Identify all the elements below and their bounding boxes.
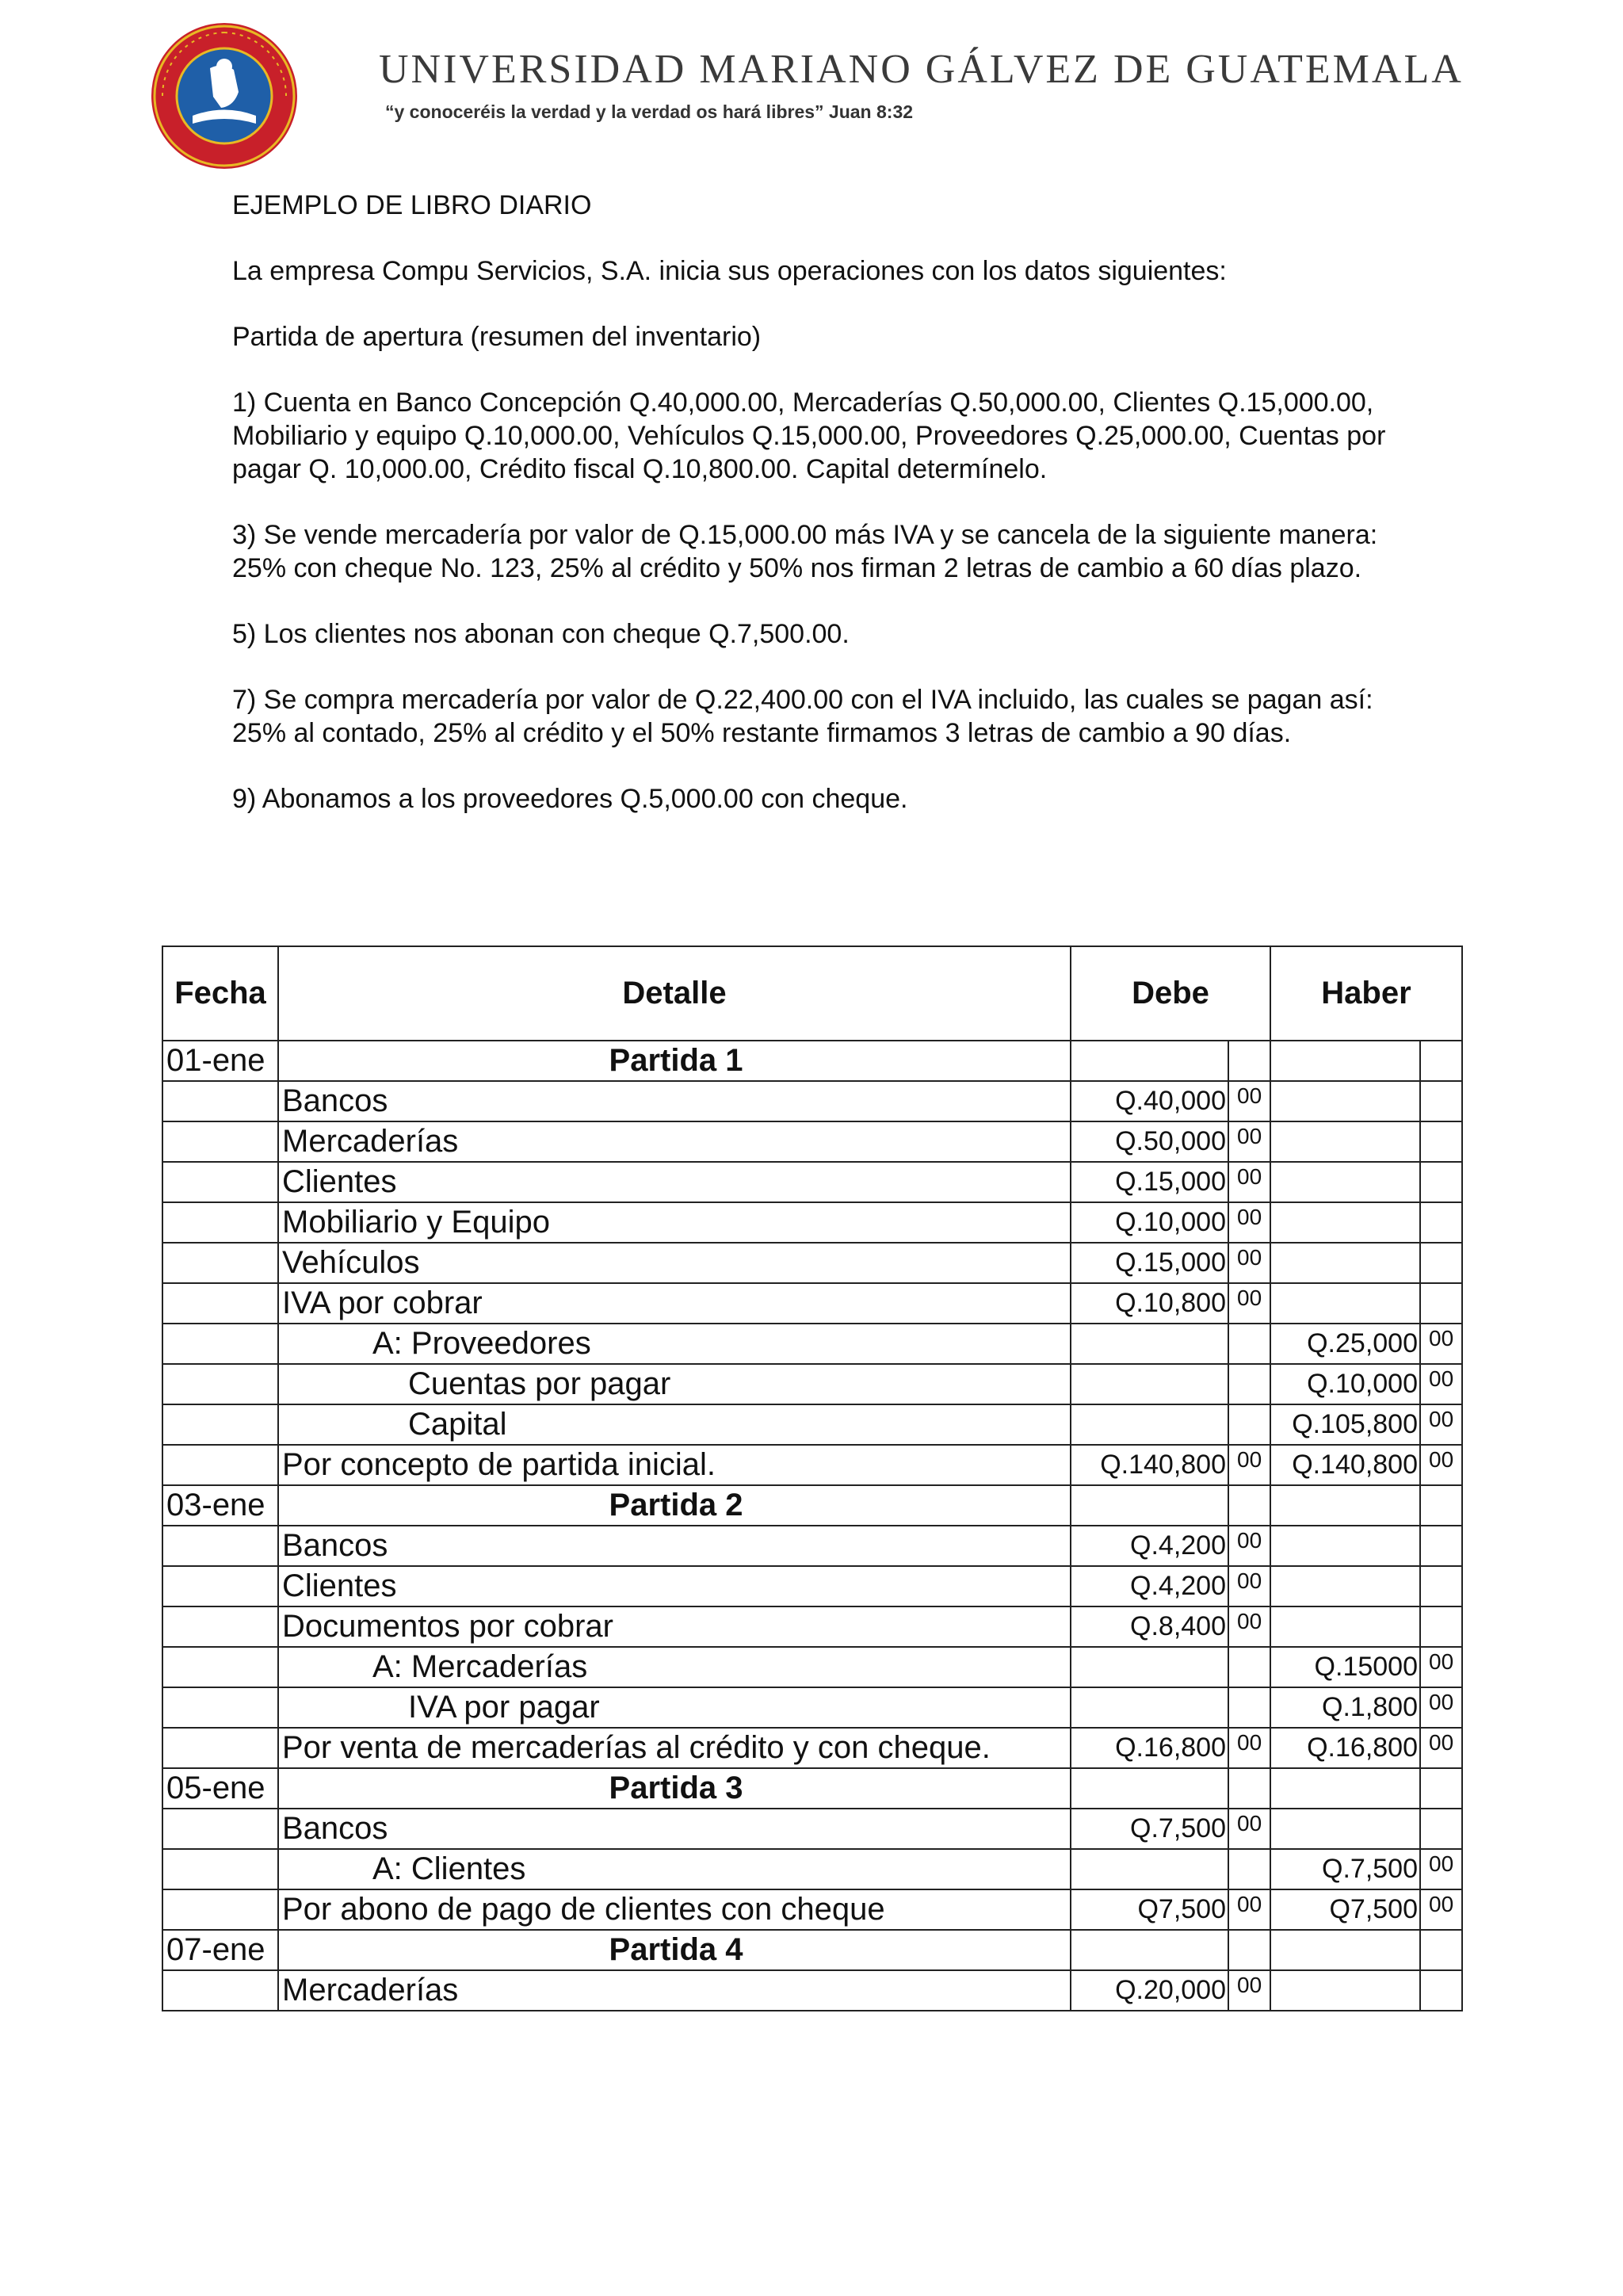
university-seal-logo: [145, 21, 304, 171]
row-debe-cents: 00: [1228, 1606, 1270, 1647]
row-debe-cents: 00: [1228, 1445, 1270, 1485]
row-debe-cents: [1228, 1324, 1270, 1364]
table-row: [162, 1647, 1462, 1687]
row-haber-cents: [1420, 1121, 1462, 1162]
ledger-table: [162, 946, 1463, 2011]
table-row: [162, 1687, 1462, 1728]
row-debe-cents: 00: [1228, 1162, 1270, 1202]
row-debe-cents: 00: [1228, 1243, 1270, 1283]
row-detalle: Cuentas por pagar: [278, 1364, 1071, 1404]
row-haber-amount: Q.140,800: [1270, 1445, 1420, 1485]
row-debe-cents: 00: [1228, 1121, 1270, 1162]
table-row: [162, 1970, 1462, 2011]
row-haber-cents: [1420, 1566, 1462, 1606]
table-row: [162, 1768, 1462, 1809]
row-haber-cents: 00: [1420, 1445, 1462, 1485]
row-debe-amount: [1071, 1041, 1228, 1081]
row-debe-amount: [1071, 1930, 1228, 1970]
document-subtitle: Partida de apertura (resumen del inventario): [232, 322, 762, 352]
table-row: [162, 1121, 1462, 1162]
row-haber-amount: [1270, 1081, 1420, 1121]
row-fecha: [162, 1606, 278, 1647]
row-debe-amount: Q.7,500: [1071, 1809, 1228, 1849]
row-haber-amount: Q.16,800: [1270, 1728, 1420, 1768]
row-haber-amount: [1270, 1526, 1420, 1566]
table-row: [162, 1081, 1462, 1121]
row-fecha: [162, 1121, 278, 1162]
row-fecha: [162, 1445, 278, 1485]
partida-heading: Partida 4: [278, 1930, 1071, 1970]
document-title: EJEMPLO DE LIBRO DIARIO: [232, 190, 592, 220]
row-haber-amount: [1270, 1121, 1420, 1162]
table-row: [162, 1202, 1462, 1243]
row-debe-amount: [1071, 1849, 1228, 1889]
row-debe-amount: [1071, 1364, 1228, 1404]
row-debe-cents: 00: [1228, 1728, 1270, 1768]
university-motto: “y conoceréis la verdad y la verdad os hará libres” Juan 8:32: [385, 101, 914, 122]
row-haber-cents: [1420, 1930, 1462, 1970]
row-haber-amount: Q.25,000: [1270, 1324, 1420, 1364]
exercise-item-7-continued: 25% al contado, 25% al crédito y el 50% restante firmamos 3 letras de cambio a 90 días.: [232, 718, 1292, 748]
row-debe-amount: Q.16,800: [1071, 1728, 1228, 1768]
exercise-item-3: 3) Se vende mercadería por valor de Q.15,000.00 más IVA y se cancela de la siguiente manera: 25% con cheque No. 123, 25% al crédito y 50% nos firman 2 letras de cambio a 60 días plazo.: [232, 520, 1378, 583]
row-haber-amount: [1270, 1485, 1420, 1526]
row-debe-amount: Q.4,200: [1071, 1526, 1228, 1566]
row-haber-amount: [1270, 1606, 1420, 1647]
row-debe-cents: 00: [1228, 1970, 1270, 2011]
ledger-header-row: [162, 946, 1462, 1041]
row-haber-amount: [1270, 1041, 1420, 1081]
document-intro: La empresa Compu Servicios, S.A. inicia sus operaciones con los datos siguientes:: [232, 256, 1227, 286]
row-debe-amount: Q.4,200: [1071, 1566, 1228, 1606]
table-row: [162, 1485, 1462, 1526]
row-detalle: Clientes: [278, 1162, 1071, 1202]
row-debe-cents: [1228, 1041, 1270, 1081]
table-row: [162, 1324, 1462, 1364]
row-debe-cents: [1228, 1364, 1270, 1404]
row-debe-cents: [1228, 1647, 1270, 1687]
row-debe-cents: [1228, 1768, 1270, 1809]
header-haber: Haber: [1270, 946, 1462, 1041]
row-fecha: [162, 1243, 278, 1283]
row-fecha: [162, 1404, 278, 1445]
row-detalle: Capital: [278, 1404, 1071, 1445]
table-row: [162, 1526, 1462, 1566]
row-haber-cents: [1420, 1809, 1462, 1849]
row-debe-amount: Q.40,000: [1071, 1081, 1228, 1121]
row-haber-amount: [1270, 1930, 1420, 1970]
row-haber-amount: [1270, 1768, 1420, 1809]
row-debe-cents: [1228, 1849, 1270, 1889]
exercise-item-9: 9) Abonamos a los proveedores Q.5,000.00 con cheque.: [232, 784, 908, 814]
row-debe-cents: [1228, 1485, 1270, 1526]
table-row: [162, 1162, 1462, 1202]
table-row: [162, 1404, 1462, 1445]
table-row: [162, 1728, 1462, 1768]
table-row: [162, 1809, 1462, 1849]
row-haber-cents: 00: [1420, 1849, 1462, 1889]
row-fecha: [162, 1647, 278, 1687]
row-detalle: Por abono de pago de clientes con cheque: [278, 1889, 1071, 1930]
row-haber-amount: [1270, 1566, 1420, 1606]
partida-heading: Partida 1: [278, 1041, 1071, 1081]
row-debe-amount: [1071, 1647, 1228, 1687]
row-haber-cents: [1420, 1526, 1462, 1566]
row-debe-amount: Q.8,400: [1071, 1606, 1228, 1647]
row-haber-amount: [1270, 1162, 1420, 1202]
row-fecha: 05-ene: [162, 1768, 278, 1809]
table-row: [162, 1243, 1462, 1283]
row-debe-cents: 00: [1228, 1202, 1270, 1243]
row-fecha: [162, 1081, 278, 1121]
row-detalle: IVA por pagar: [278, 1687, 1071, 1728]
row-detalle: Por venta de mercaderías al crédito y con cheque.: [278, 1728, 1071, 1768]
row-haber-amount: [1270, 1809, 1420, 1849]
row-debe-cents: [1228, 1930, 1270, 1970]
university-name: UNIVERSIDAD MARIANO GÁLVEZ DE GUATEMALA: [379, 47, 1464, 92]
row-detalle: A: Proveedores: [278, 1324, 1071, 1364]
row-haber-cents: [1420, 1485, 1462, 1526]
header-detalle: Detalle: [278, 946, 1071, 1041]
row-fecha: [162, 1889, 278, 1930]
row-fecha: [162, 1809, 278, 1849]
row-detalle: Mercaderías: [278, 1970, 1071, 2011]
row-detalle: Clientes: [278, 1566, 1071, 1606]
row-debe-amount: Q.50,000: [1071, 1121, 1228, 1162]
row-detalle: Bancos: [278, 1526, 1071, 1566]
row-fecha: [162, 1687, 278, 1728]
header-debe: Debe: [1071, 946, 1270, 1041]
row-debe-amount: [1071, 1687, 1228, 1728]
row-haber-cents: [1420, 1041, 1462, 1081]
row-debe-cents: [1228, 1687, 1270, 1728]
row-detalle: Documentos por cobrar: [278, 1606, 1071, 1647]
row-haber-amount: Q.10,000: [1270, 1364, 1420, 1404]
row-detalle: Por concepto de partida inicial.: [278, 1445, 1071, 1485]
row-detalle: Bancos: [278, 1081, 1071, 1121]
table-row: [162, 1283, 1462, 1324]
row-debe-cents: 00: [1228, 1283, 1270, 1324]
table-row: [162, 1889, 1462, 1930]
row-debe-amount: [1071, 1324, 1228, 1364]
row-debe-cents: 00: [1228, 1809, 1270, 1849]
table-row: [162, 1041, 1462, 1081]
row-debe-amount: Q.15,000: [1071, 1243, 1228, 1283]
row-detalle: Bancos: [278, 1809, 1071, 1849]
row-haber-amount: [1270, 1283, 1420, 1324]
row-haber-cents: [1420, 1283, 1462, 1324]
row-debe-amount: Q7,500: [1071, 1889, 1228, 1930]
row-haber-cents: 00: [1420, 1404, 1462, 1445]
row-haber-amount: Q.15000: [1270, 1647, 1420, 1687]
row-haber-amount: [1270, 1202, 1420, 1243]
row-haber-cents: 00: [1420, 1364, 1462, 1404]
table-row: [162, 1364, 1462, 1404]
row-debe-cents: 00: [1228, 1566, 1270, 1606]
row-fecha: [162, 1566, 278, 1606]
row-detalle: Vehículos: [278, 1243, 1071, 1283]
row-haber-cents: 00: [1420, 1647, 1462, 1687]
partida-heading: Partida 3: [278, 1768, 1071, 1809]
exercise-item-7: 7) Se compra mercadería por valor de Q.22,400.00 con el IVA incluido, las cuales se pagan así:: [232, 685, 1373, 715]
row-fecha: 01-ene: [162, 1041, 278, 1081]
row-fecha: [162, 1283, 278, 1324]
row-debe-amount: Q.20,000: [1071, 1970, 1228, 2011]
row-debe-cents: 00: [1228, 1889, 1270, 1930]
row-haber-amount: Q7,500: [1270, 1889, 1420, 1930]
row-fecha: 07-ene: [162, 1930, 278, 1970]
row-fecha: [162, 1728, 278, 1768]
row-haber-amount: [1270, 1970, 1420, 2011]
table-row: [162, 1606, 1462, 1647]
row-haber-cents: [1420, 1202, 1462, 1243]
row-fecha: [162, 1324, 278, 1364]
row-detalle: Mobiliario y Equipo: [278, 1202, 1071, 1243]
row-fecha: [162, 1202, 278, 1243]
row-haber-cents: [1420, 1081, 1462, 1121]
document-body: [232, 189, 1421, 848]
row-debe-amount: [1071, 1768, 1228, 1809]
row-haber-amount: Q.7,500: [1270, 1849, 1420, 1889]
row-debe-cents: 00: [1228, 1081, 1270, 1121]
ledger-body: [162, 1041, 1462, 2011]
row-debe-amount: Q.15,000: [1071, 1162, 1228, 1202]
exercise-item-1: 1) Cuenta en Banco Concepción Q.40,000.00, Mercaderías Q.50,000.00, Clientes Q.15,000.00, Mobiliario y equipo Q.10,000.00, Vehículos Q.15,000.00, Proveedores Q.25,000.00, Cuentas por pagar Q. 10,000.00, Crédito fiscal Q.10,800.00. Capital determínelo.: [232, 388, 1386, 484]
partida-heading: Partida 2: [278, 1485, 1071, 1526]
row-fecha: [162, 1849, 278, 1889]
row-fecha: [162, 1970, 278, 2011]
row-fecha: [162, 1162, 278, 1202]
table-row: [162, 1566, 1462, 1606]
row-haber-amount: Q.105,800: [1270, 1404, 1420, 1445]
row-haber-cents: 00: [1420, 1728, 1462, 1768]
table-row: [162, 1445, 1462, 1485]
row-haber-amount: Q.1,800: [1270, 1687, 1420, 1728]
header-fecha: Fecha: [162, 946, 278, 1041]
row-haber-cents: [1420, 1970, 1462, 2011]
row-fecha: [162, 1364, 278, 1404]
row-debe-amount: Q.10,800: [1071, 1283, 1228, 1324]
row-haber-cents: [1420, 1243, 1462, 1283]
row-haber-cents: [1420, 1162, 1462, 1202]
row-haber-cents: 00: [1420, 1687, 1462, 1728]
row-fecha: [162, 1526, 278, 1566]
row-detalle: A: Mercaderías: [278, 1647, 1071, 1687]
row-haber-cents: [1420, 1768, 1462, 1809]
row-haber-cents: [1420, 1606, 1462, 1647]
row-detalle: A: Clientes: [278, 1849, 1071, 1889]
row-detalle: Mercaderías: [278, 1121, 1071, 1162]
row-debe-amount: Q.140,800: [1071, 1445, 1228, 1485]
row-debe-cents: [1228, 1404, 1270, 1445]
row-debe-amount: [1071, 1404, 1228, 1445]
row-debe-amount: [1071, 1485, 1228, 1526]
row-fecha: 03-ene: [162, 1485, 278, 1526]
page-header: [0, 0, 1623, 182]
row-detalle: IVA por cobrar: [278, 1283, 1071, 1324]
table-row: [162, 1849, 1462, 1889]
row-haber-cents: 00: [1420, 1324, 1462, 1364]
row-haber-amount: [1270, 1243, 1420, 1283]
row-debe-amount: Q.10,000: [1071, 1202, 1228, 1243]
row-debe-cents: 00: [1228, 1526, 1270, 1566]
table-row: [162, 1930, 1462, 1970]
exercise-item-5: 5) Los clientes nos abonan con cheque Q.7,500.00.: [232, 619, 850, 649]
row-haber-cents: 00: [1420, 1889, 1462, 1930]
